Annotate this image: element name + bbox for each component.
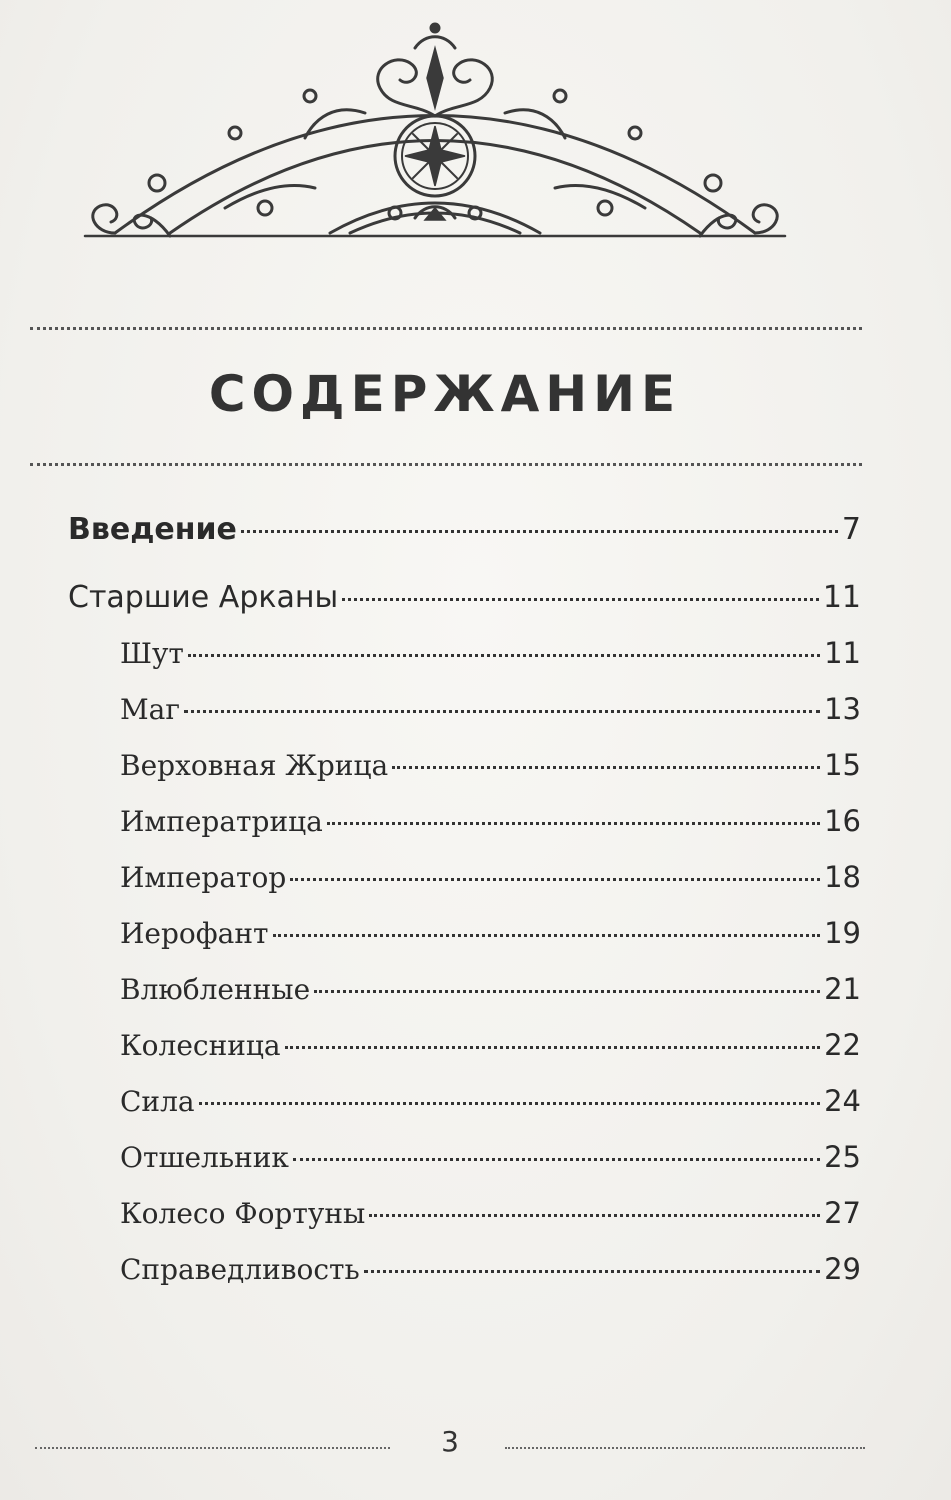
- dot-leader: [314, 990, 820, 993]
- toc-entry[interactable]: [120, 1196, 861, 1240]
- footer-left-rule: [35, 1447, 390, 1449]
- toc-entry-page: 22: [824, 1028, 861, 1062]
- top-dotted-rule: [30, 327, 862, 330]
- toc-entry-page: 7: [841, 512, 861, 547]
- toc-entry[interactable]: [120, 804, 861, 848]
- toc-entry-title: Старшие Арканы: [68, 580, 339, 615]
- toc-entry-title: Справедливость: [120, 1253, 360, 1286]
- dot-leader: [188, 654, 820, 657]
- toc-entry[interactable]: [120, 1252, 861, 1296]
- dot-leader: [342, 598, 819, 601]
- dot-leader: [241, 530, 838, 533]
- toc-entry-page: 11: [824, 636, 861, 670]
- dot-leader: [364, 1270, 820, 1273]
- toc-entry-title: Введение: [68, 512, 237, 547]
- toc-entry-title: Император: [120, 861, 287, 894]
- toc-entry[interactable]: [120, 636, 861, 680]
- toc-entry-page: 19: [824, 916, 861, 950]
- dot-leader: [285, 1046, 821, 1049]
- page-number: 3: [441, 1425, 459, 1458]
- toc-entry-title: Отшельник: [120, 1141, 289, 1174]
- dot-leader: [184, 710, 820, 713]
- toc-entry[interactable]: [120, 748, 861, 792]
- toc-entry-title: Иерофант: [120, 917, 269, 950]
- toc-entry-title: Сила: [120, 1085, 195, 1118]
- dot-leader: [290, 878, 820, 881]
- dot-leader: [293, 1158, 820, 1161]
- toc-entry-page: 16: [824, 804, 861, 838]
- toc-entry-page: 24: [824, 1084, 861, 1118]
- dot-leader: [327, 822, 820, 825]
- toc-entry[interactable]: [120, 916, 861, 960]
- footer-right-rule: [505, 1447, 865, 1449]
- toc-entry-page: 18: [824, 860, 861, 894]
- toc-entry[interactable]: [68, 580, 861, 624]
- toc-entry[interactable]: [120, 1084, 861, 1128]
- dot-leader: [199, 1102, 821, 1105]
- dot-leader: [369, 1214, 820, 1217]
- dot-leader: [392, 766, 820, 769]
- toc-entry-title: Колесо Фортуны: [120, 1197, 366, 1230]
- toc-entry[interactable]: [120, 1028, 861, 1072]
- toc-entry-page: 25: [824, 1140, 861, 1174]
- toc-entry-page: 15: [824, 748, 861, 782]
- toc-entry-page: 29: [824, 1252, 861, 1286]
- bottom-dotted-rule: [30, 463, 862, 466]
- toc-entry-title: Влюбленные: [120, 973, 311, 1006]
- toc-entry-title: Колесница: [120, 1029, 281, 1062]
- toc-entry-title: Императрица: [120, 805, 323, 838]
- toc-entry-page: 27: [824, 1196, 861, 1230]
- ornamental-arch-with-star-icon: [75, 8, 795, 258]
- toc-entry[interactable]: [120, 1140, 861, 1184]
- toc-entry[interactable]: [120, 972, 861, 1016]
- toc-entry-page: 21: [824, 972, 861, 1006]
- toc-entry-title: Верховная Жрица: [120, 749, 389, 782]
- dot-leader: [273, 934, 821, 937]
- toc-entry-title: Маг: [120, 693, 181, 726]
- toc-entry[interactable]: [68, 512, 861, 556]
- toc-entry-title: Шут: [120, 637, 184, 670]
- toc-entry-page: 11: [822, 580, 861, 615]
- toc-entry[interactable]: [120, 692, 861, 736]
- toc-entry[interactable]: [120, 860, 861, 904]
- page-title: СОДЕРЖАНИЕ: [208, 365, 682, 423]
- toc-entry-page: 13: [824, 692, 861, 726]
